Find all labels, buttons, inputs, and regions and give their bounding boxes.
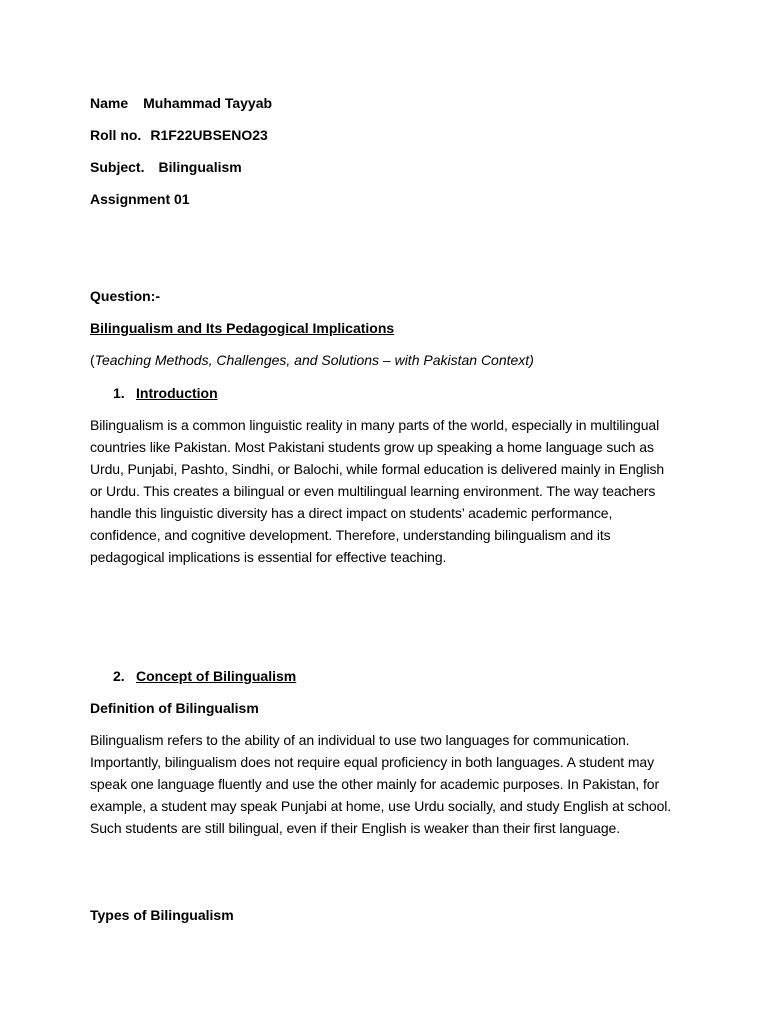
name-line <box>90 94 272 112</box>
question-label: Question:- <box>90 288 160 304</box>
name-value: Muhammad Tayyab <box>143 95 273 111</box>
types-subheading: Types of Bilingualism <box>90 907 234 923</box>
section-1-number: 1. <box>113 385 125 401</box>
section-1-paragraph: Bilingualism is a common linguistic reality in many parts of the world, especially in multilingual countries like Pakistan. Most Pakistani students grow up speaking a home language such as Urdu, Punjabi, Pashto, Sindhi, or Balochi, while formal education is delivered mainly in English or Urdu. This creates a bilingual or even multilingual learning environment. The way teachers handle this linguistic diversity has a direct impact on students’ academic performance, confidence, and cognitive development. Therefore, understanding bilingualism and its pedagogical implications is essential for effective teaching. <box>90 417 665 565</box>
subtitle-text: Teaching Methods, Challenges, and Solutions – with Pakistan Context) <box>94 352 534 368</box>
question-subtitle <box>90 351 534 369</box>
assignment-title: Assignment 01 <box>90 191 190 207</box>
section-2-paragraph: Bilingualism refers to the ability of an individual to use two languages for communication. Importantly, bilingualism does not require equal proficiency in both languages. A student may speak one language fluently and use the other mainly for academic purposes. In Pakistan, for example, a student may speak Punjabi at home, use Urdu socially, and study English at school. Such students are still bilingual, even if their English is weaker than their first language. <box>90 732 672 836</box>
section-2-number: 2. <box>113 668 125 684</box>
section-1-heading <box>90 384 218 402</box>
subject-label: Subject. <box>90 159 145 175</box>
question-title: Bilingualism and Its Pedagogical Implications <box>90 320 395 336</box>
subject-value: Bilingualism <box>158 159 242 175</box>
roll-label: Roll no. <box>90 127 142 143</box>
name-label: Name <box>90 95 129 111</box>
roll-line <box>90 126 268 144</box>
section-2-heading <box>90 667 296 685</box>
subject-line <box>90 158 242 176</box>
section-2-title: Concept of Bilingualism <box>136 668 297 684</box>
section-1-title: Introduction <box>136 385 218 401</box>
roll-value: R1F22UBSENO23 <box>150 127 268 143</box>
subtitle-paren: ( <box>90 352 95 368</box>
definition-subheading: Definition of Bilingualism <box>90 700 259 716</box>
